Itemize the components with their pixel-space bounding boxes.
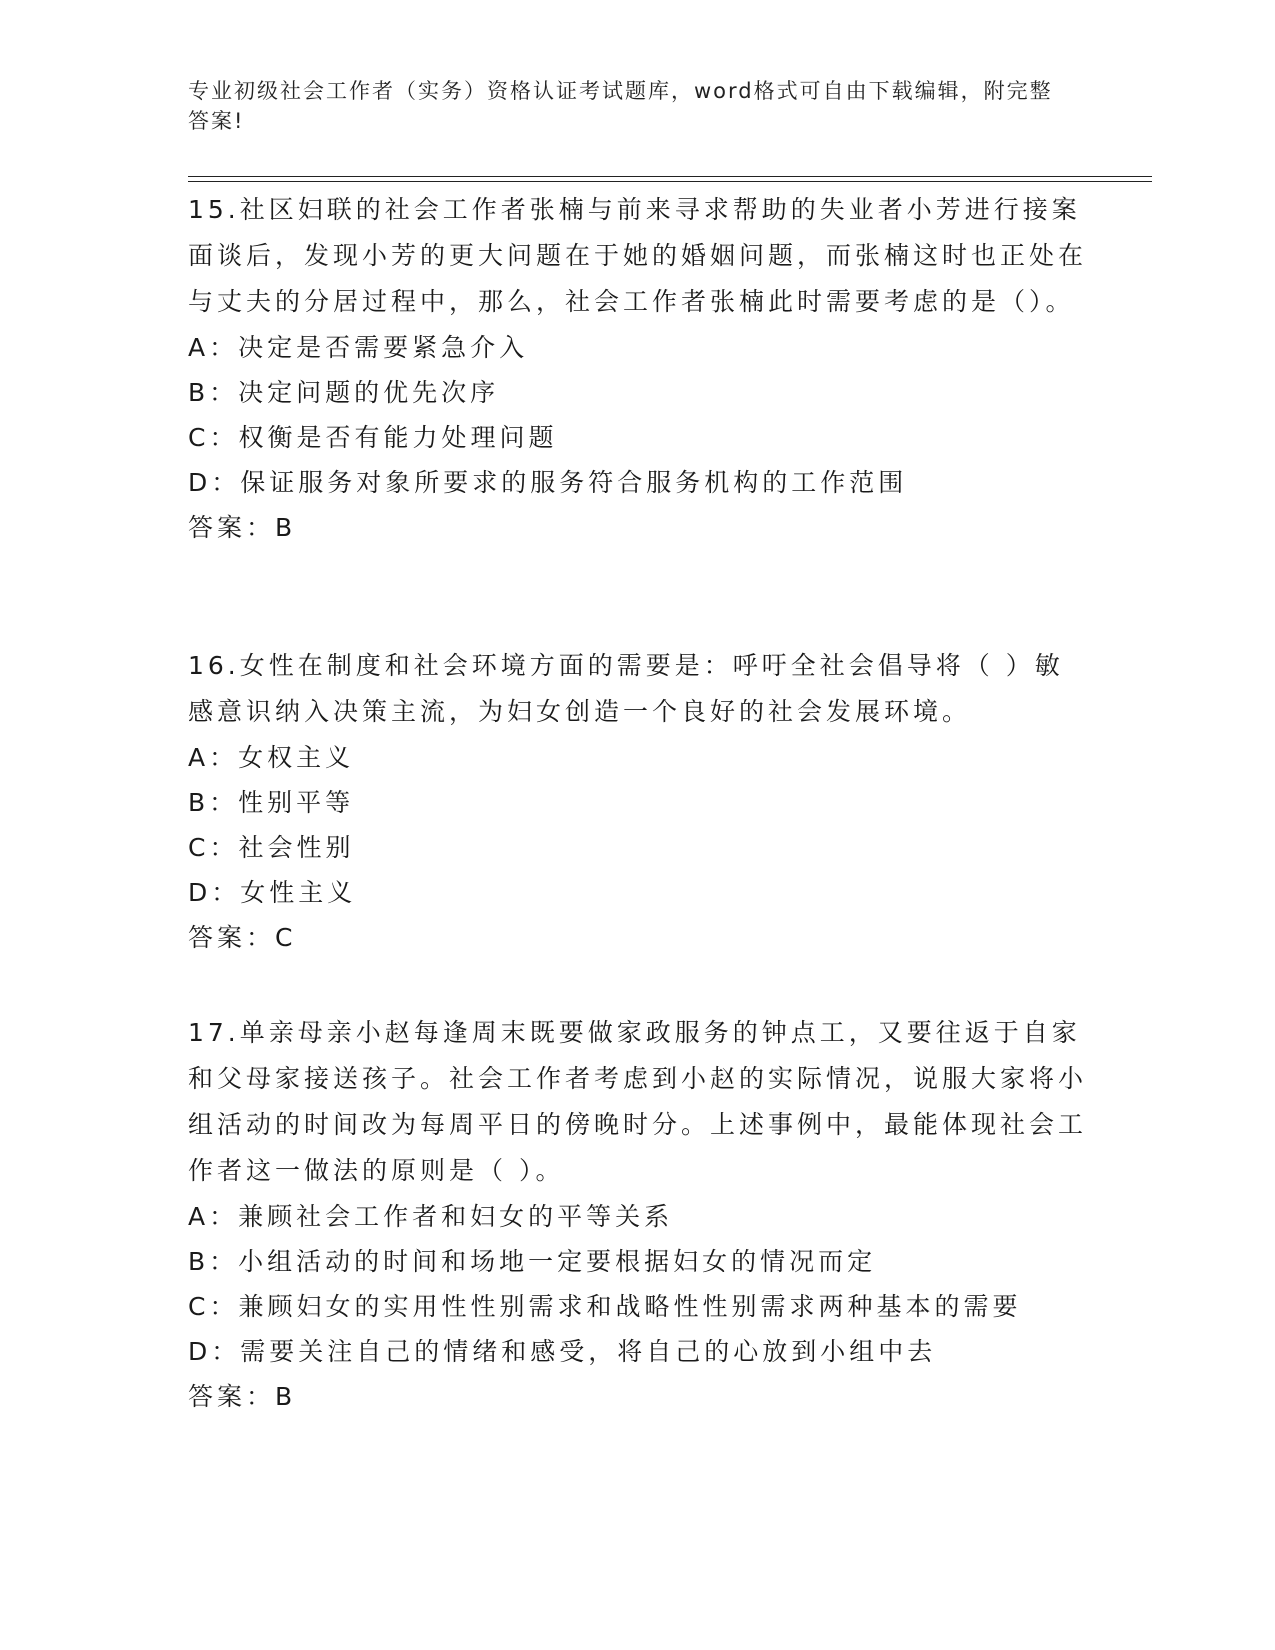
option-b: B：决定问题的优先次序: [188, 378, 500, 407]
question-stem: 17.单亲母亲小赵每逢周末既要做家政服务的钟点工，又要往返于自家和父母家接送孩子。社会工作者考虑到小赵的实际情况，说服大家将小组活动的时间改为每周平日的傍晚时分。上述事例中，最能体现社会工作者这一做法的原则是（ ）。: [188, 1018, 1088, 1185]
answer: 答案：C: [188, 923, 297, 952]
option-a: A：决定是否需要紧急介入: [188, 333, 529, 362]
question-17: [188, 1010, 1088, 1419]
question-stem: 16.女性在制度和社会环境方面的需要是：呼吁全社会倡导将（ ）敏感意识纳入决策主流，为妇女创造一个良好的社会发展环境。: [188, 651, 1064, 726]
header-title: 专业初级社会工作者（实务）资格认证考试题库，word格式可自由下载编辑，附完整答案!: [188, 79, 1053, 133]
option-b: B：小组活动的时间和场地一定要根据妇女的情况而定: [188, 1247, 877, 1276]
question-stem: 15.社区妇联的社会工作者张楠与前来寻求帮助的失业者小芳进行接案面谈后，发现小芳的更大问题在于她的婚姻问题，而张楠这时也正处在与丈夫的分居过程中，那么，社会工作者张楠此时需要考虑的是（）。: [188, 195, 1088, 316]
option-d: D：需要关注自己的情绪和感受，将自己的心放到小组中去: [188, 1337, 937, 1366]
option-a: A：兼顾社会工作者和妇女的平等关系: [188, 1202, 674, 1231]
document-header: [188, 76, 1068, 136]
option-b: B：性别平等: [188, 788, 355, 817]
option-c: C：社会性别: [188, 833, 355, 862]
option-c: C：兼顾妇女的实用性性别需求和战略性性别需求两种基本的需要: [188, 1292, 1022, 1321]
option-d: D：女性主义: [188, 878, 357, 907]
answer: 答案：B: [188, 1382, 297, 1411]
question-16: [188, 643, 1088, 960]
answer: 答案：B: [188, 513, 297, 542]
header-rule-top: [188, 176, 1152, 177]
option-c: C：权衡是否有能力处理问题: [188, 423, 558, 452]
option-d: D：保证服务对象所要求的服务符合服务机构的工作范围: [188, 468, 908, 497]
option-a: A：女权主义: [188, 743, 355, 772]
question-15: [188, 187, 1088, 550]
header-rule-bottom: [188, 181, 1152, 182]
